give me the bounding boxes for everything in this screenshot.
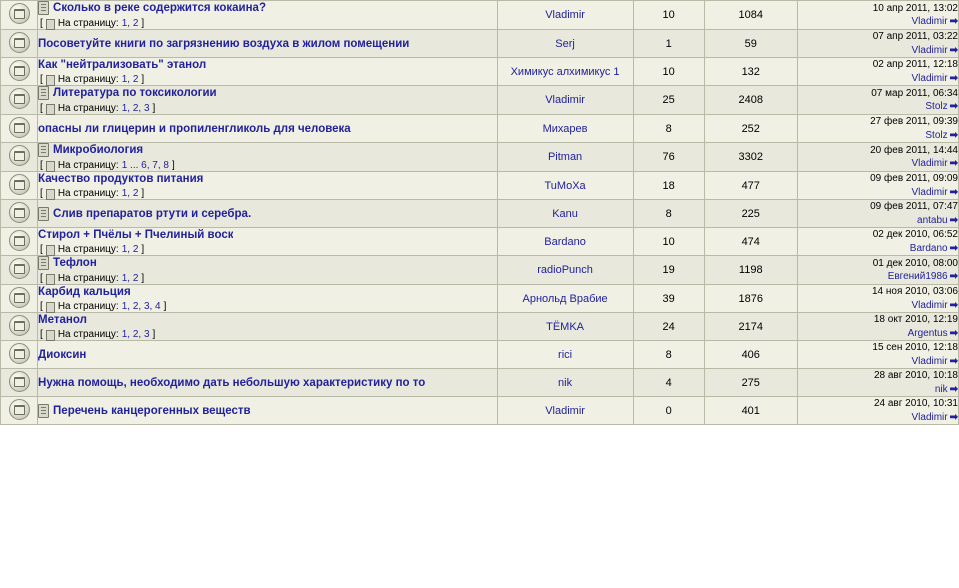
attachment-icon [38,1,49,15]
table-row[interactable] [1,58,959,86]
topic-title-link[interactable]: Качество продуктов питания [38,172,204,185]
topic-title-link[interactable]: Слив препаратов ртути и серебра. [53,207,252,220]
topic-views-count: 1198 [704,256,797,285]
last-post-date: 24 авг 2010, 10:31 [873,398,958,409]
topic-list-body [1,1,959,425]
goto-bracket-open: [ [40,73,43,85]
topic-title-link[interactable]: Метанол [38,313,87,326]
topic-views-count: 1876 [704,285,797,313]
attachment-icon [38,207,49,221]
topic-author[interactable]: Vladimir [497,86,633,115]
topic-views-count: 477 [704,172,797,200]
last-post-author-link[interactable]: Stolz [925,101,948,112]
topic-replies-count: 24 [633,313,704,341]
last-post-author-link[interactable]: Vladimir [911,72,948,84]
topic-title-link[interactable]: Литература по токсикологии [53,87,217,99]
no-new-posts-icon [9,315,30,336]
no-new-posts-icon [9,145,30,166]
topic-title-line [38,377,496,389]
goto-bracket-open: [ [40,160,43,171]
topic-author[interactable]: TuMoXa [497,172,633,200]
last-post-author-line [798,129,958,143]
last-post-cell [797,313,958,341]
table-row[interactable] [1,1,959,30]
goto-bracket-close: ] [163,300,167,312]
last-post-cell [797,369,958,397]
last-post-cell [797,143,958,172]
goto-last-post-icon[interactable]: ➡ [949,44,958,56]
topic-cell [38,369,497,397]
topic-views-count: 252 [704,115,797,143]
last-post-cell [797,341,958,369]
topic-title-link[interactable]: Диоксин [38,348,87,361]
goto-page-numbers[interactable]: 1 ... 6, 7, 8 [121,160,169,171]
goto-bracket-open: [ [40,103,43,114]
goto-last-post-icon[interactable]: ➡ [949,383,958,395]
goto-page-icon [46,330,55,341]
goto-page-row [38,160,496,171]
goto-last-post-icon[interactable]: ➡ [949,411,958,423]
last-post-cell [797,397,958,425]
goto-last-post-icon[interactable]: ➡ [949,355,958,367]
topic-status-cell [1,228,38,256]
goto-bracket-open: [ [40,273,43,284]
no-new-posts-icon [9,343,30,364]
goto-bracket-open: [ [40,187,43,199]
topic-title-line [38,86,496,100]
topic-cell [38,397,497,425]
topic-author[interactable]: Kanu [497,200,633,228]
goto-page-row [38,273,496,284]
goto-page-icon [46,161,55,172]
goto-bracket-close: ] [141,73,145,85]
goto-page-label: На страницу: [57,187,119,199]
attachment-icon [38,143,49,157]
goto-last-post-icon[interactable]: ➡ [949,129,958,141]
last-post-author-link[interactable]: Vladimir [911,299,948,311]
last-post-author-line [798,327,958,341]
last-post-author-link[interactable]: Евгений1986 [887,271,948,282]
topic-cell [38,1,497,30]
last-post-cell [797,86,958,115]
topic-cell [38,200,497,228]
goto-last-post-icon[interactable]: ➡ [949,242,958,254]
goto-bracket-open: [ [40,328,43,340]
topic-author[interactable]: Михарев [497,115,633,143]
topic-title-link[interactable]: Стирол + Пчёлы + Пчелиный воск [38,228,234,241]
topic-replies-count: 25 [633,86,704,115]
topic-title-line [38,59,496,71]
topic-title-link[interactable]: Нужна помощь, необходимо дать небольшую характеристику по то [38,376,426,389]
last-post-author-line [798,100,958,114]
last-post-date: 10 апр 2011, 13:02 [872,2,958,14]
goto-bracket-close: ] [152,328,156,340]
no-new-posts-icon [9,258,30,279]
topic-author[interactable]: rici [497,341,633,369]
topic-author[interactable]: nik [497,369,633,397]
topic-title-line [38,38,496,50]
topic-replies-count: 10 [633,58,704,86]
goto-page-numbers[interactable]: 1, 2, 3 [121,328,150,340]
goto-last-post-icon[interactable]: ➡ [949,16,958,27]
no-new-posts-icon [9,230,30,251]
topic-views-count: 2408 [704,86,797,115]
last-post-date: 09 фев 2011, 09:09 [870,173,958,184]
topic-status-cell [1,313,38,341]
topic-status-cell [1,30,38,58]
topic-author[interactable]: Vladimir [497,397,633,425]
no-new-posts-icon [9,371,30,392]
goto-last-post-icon[interactable]: ➡ [949,186,958,198]
last-post-date: 07 апр 2011, 03:22 [872,31,958,42]
topic-replies-count: 39 [633,285,704,313]
last-post-author-link[interactable]: nik [934,383,948,395]
goto-page-icon [46,104,55,115]
no-new-posts-icon [9,202,30,223]
last-post-author-link[interactable]: Vladimir [911,355,948,367]
topic-status-cell [1,86,38,115]
last-post-cell [797,172,958,200]
last-post-author-link[interactable]: Vladimir [911,411,948,423]
topic-views-count: 401 [704,397,797,425]
goto-page-label: На страницу: [57,300,119,312]
topic-author[interactable]: Vladimir [497,1,633,30]
goto-page-icon [46,274,55,285]
last-post-author-line [798,72,958,86]
last-post-author-line [798,383,958,397]
goto-page-label: На страницу: [57,18,119,29]
goto-page-row [38,329,496,340]
topic-title-line [38,404,496,418]
topic-title-line [38,1,496,15]
topic-title-link[interactable]: опасны ли глицерин и пропиленгликоль для человека [38,122,351,135]
topic-title-line [38,349,496,361]
goto-page-numbers[interactable]: 1, 2, 3 [121,103,150,114]
topic-replies-count: 8 [633,115,704,143]
table-row[interactable] [1,143,959,172]
last-post-date: 02 апр 2011, 12:18 [872,59,958,70]
goto-bracket-close: ] [141,18,145,29]
table-row[interactable] [1,341,959,369]
table-row[interactable] [1,115,959,143]
goto-bracket-close: ] [141,187,145,199]
last-post-author-line [798,15,958,29]
topic-title-link[interactable]: Перечень канцерогенных веществ [53,404,251,417]
topic-cell [38,172,497,200]
goto-page-row [38,188,496,199]
no-new-posts-icon [9,399,30,420]
last-post-date: 09 фев 2011, 07:47 [870,201,958,212]
goto-page-numbers[interactable]: 1, 2 [121,243,139,255]
attachment-icon [38,256,49,270]
last-post-author-link[interactable]: Argentus [907,327,948,339]
table-row[interactable] [1,200,959,228]
goto-bracket-close: ] [152,103,156,114]
last-post-cell [797,285,958,313]
topic-author[interactable]: TЁMKA [497,313,633,341]
attachment-icon [38,86,49,100]
last-post-cell [797,30,958,58]
last-post-author-line [798,157,958,171]
topic-status-cell [1,172,38,200]
topic-cell [38,228,497,256]
topic-title-line [38,229,496,241]
topic-status-cell [1,285,38,313]
topic-title-link[interactable]: Тефлон [53,257,97,269]
topic-title-line [38,256,496,270]
topic-title-line [38,143,496,157]
last-post-cell [797,200,958,228]
last-post-author-link[interactable]: Bardano [909,242,948,254]
topic-replies-count: 76 [633,143,704,172]
last-post-date: 18 окт 2010, 12:19 [873,314,958,325]
last-post-author-line [798,411,958,425]
goto-last-post-icon[interactable]: ➡ [949,101,958,112]
last-post-date: 15 сен 2010, 12:18 [872,342,958,353]
topic-views-count: 59 [704,30,797,58]
goto-page-label: На страницу: [57,73,119,85]
goto-page-numbers[interactable]: 1, 2 [121,18,139,29]
goto-page-numbers[interactable]: 1, 2 [121,273,139,284]
topic-title-line [38,286,496,298]
goto-page-label: На страницу: [57,243,119,255]
topic-status-cell [1,1,38,30]
topic-status-cell [1,115,38,143]
last-post-cell [797,1,958,30]
table-row[interactable] [1,172,959,200]
topic-views-count: 225 [704,200,797,228]
last-post-author-line [798,44,958,58]
last-post-author-link[interactable]: Vladimir [911,44,948,56]
last-post-author-line [798,214,958,228]
table-row[interactable] [1,256,959,285]
last-post-cell [797,256,958,285]
last-post-date: 02 дек 2010, 06:52 [872,229,958,240]
topic-views-count: 3302 [704,143,797,172]
topic-views-count: 406 [704,341,797,369]
goto-page-row [38,244,496,255]
goto-page-icon [46,245,55,256]
goto-page-icon [46,189,55,200]
topic-replies-count: 10 [633,1,704,30]
last-post-author-link[interactable]: Vladimir [911,186,948,198]
no-new-posts-icon [9,174,30,195]
no-new-posts-icon [9,32,30,53]
topic-author[interactable]: Serj [497,30,633,58]
topic-views-count: 132 [704,58,797,86]
table-row[interactable] [1,313,959,341]
goto-last-post-icon[interactable]: ➡ [949,327,958,339]
no-new-posts-icon [9,117,30,138]
no-new-posts-icon [9,88,30,109]
topic-cell [38,115,497,143]
goto-page-numbers[interactable]: 1, 2 [121,73,139,85]
topic-author[interactable]: Pitman [497,143,633,172]
goto-bracket-open: [ [40,18,43,29]
goto-page-numbers[interactable]: 1, 2 [121,187,139,199]
goto-last-post-icon[interactable]: ➡ [949,72,958,84]
last-post-cell [797,115,958,143]
topic-title-link[interactable]: Как "нейтрализовать" этанол [38,58,207,71]
topic-status-cell [1,256,38,285]
goto-page-icon [46,302,55,313]
topic-title-link[interactable]: Микробиология [53,144,144,156]
topic-replies-count: 8 [633,200,704,228]
topic-author[interactable]: Химикус алхимикус 1 [497,58,633,86]
no-new-posts-icon [9,287,30,308]
topic-status-cell [1,397,38,425]
topic-cell [38,143,497,172]
topic-title-link[interactable]: Посоветуйте книги по загрязнению воздуха в жилом помещении [38,37,410,50]
last-post-author-link[interactable]: antabu [917,214,948,226]
goto-bracket-close: ] [141,243,145,255]
goto-bracket-open: [ [40,243,43,255]
topic-status-cell [1,200,38,228]
topic-cell [38,341,497,369]
goto-page-row [38,18,496,29]
goto-page-label: На страницу: [57,328,119,340]
goto-page-icon [46,19,55,30]
table-row[interactable] [1,86,959,115]
topic-cell [38,285,497,313]
no-new-posts-icon [9,60,30,81]
topic-replies-count: 8 [633,341,704,369]
topic-title-line [38,314,496,326]
goto-page-label: На страницу: [57,103,119,114]
topic-cell [38,58,497,86]
topic-replies-count: 18 [633,172,704,200]
goto-bracket-close: ] [141,273,145,284]
goto-page-numbers[interactable]: 1, 2, 3, 4 [121,300,161,312]
last-post-cell [797,228,958,256]
last-post-author-link[interactable]: Stolz [925,129,948,141]
topic-cell [38,86,497,115]
last-post-date: 01 дек 2010, 08:00 [872,257,958,269]
last-post-cell [797,58,958,86]
table-row[interactable] [1,228,959,256]
goto-page-label: На страницу: [57,273,119,284]
topic-title-line [38,173,496,185]
goto-last-post-icon[interactable]: ➡ [949,271,958,282]
last-post-author-line [798,299,958,313]
topic-author[interactable]: Bardano [497,228,633,256]
topic-cell [38,30,497,58]
last-post-author-line [798,355,958,369]
last-post-date: 14 ноя 2010, 03:06 [871,286,958,297]
goto-page-row [38,103,496,114]
no-new-posts-icon [9,3,30,24]
topic-status-cell [1,369,38,397]
topic-title-link[interactable]: Сколько в реке содержится кокаина? [53,2,266,14]
topic-author[interactable]: radioPunch [497,256,633,285]
topic-title-line [38,207,496,221]
last-post-date: 07 мар 2011, 06:34 [871,87,958,99]
goto-page-row [38,74,496,85]
goto-page-label: На страницу: [57,160,119,171]
topic-views-count: 2174 [704,313,797,341]
goto-last-post-icon[interactable]: ➡ [949,299,958,311]
topic-views-count: 474 [704,228,797,256]
topic-replies-count: 0 [633,397,704,425]
goto-last-post-icon[interactable]: ➡ [949,158,958,169]
topic-replies-count: 4 [633,369,704,397]
table-row[interactable] [1,285,959,313]
table-row[interactable] [1,369,959,397]
topic-status-cell [1,143,38,172]
topic-title-line [38,123,496,135]
topic-status-cell [1,341,38,369]
topic-author[interactable]: Арнольд Врабие [497,285,633,313]
last-post-author-link[interactable]: Vladimir [911,158,948,169]
topic-replies-count: 1 [633,30,704,58]
table-row[interactable] [1,30,959,58]
last-post-date: 28 авг 2010, 10:18 [873,370,958,381]
last-post-author-line [798,242,958,256]
attachment-icon [38,404,49,418]
last-post-author-link[interactable]: Vladimir [911,16,948,27]
last-post-date: 27 фев 2011, 09:39 [870,116,958,127]
topic-cell [38,313,497,341]
topic-views-count: 1084 [704,1,797,30]
goto-page-icon [46,75,55,86]
topic-status-cell [1,58,38,86]
topic-replies-count: 19 [633,256,704,285]
topic-title-link[interactable]: Карбид кальция [38,285,131,298]
goto-bracket-close: ] [171,160,175,171]
last-post-date: 20 фев 2011, 14:44 [870,144,958,156]
goto-page-row [38,301,496,312]
last-post-author-line [798,186,958,200]
table-row[interactable] [1,397,959,425]
topic-cell [38,256,497,285]
topic-replies-count: 10 [633,228,704,256]
goto-bracket-open: [ [40,300,43,312]
topic-views-count: 275 [704,369,797,397]
last-post-author-line [798,270,958,284]
goto-last-post-icon[interactable]: ➡ [949,214,958,226]
